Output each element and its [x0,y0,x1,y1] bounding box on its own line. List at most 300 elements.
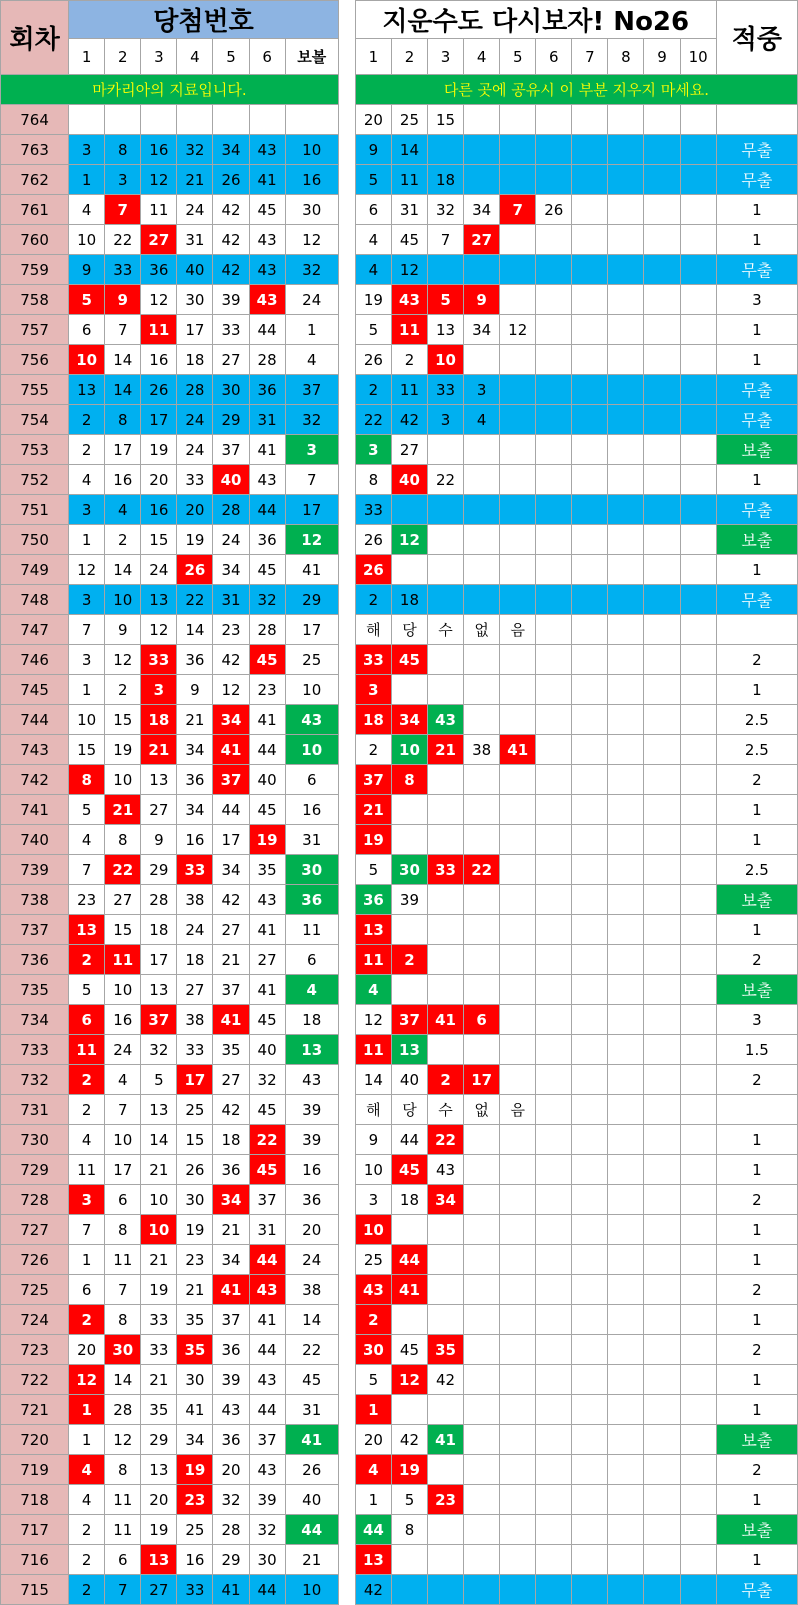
prediction-number [680,465,716,495]
prediction-number: 2 [355,585,391,615]
prediction-number: 음 [500,1095,536,1125]
table-row [1,1065,798,1095]
table-row [1,1095,798,1125]
winning-number: 5 [69,795,105,825]
prediction-number [608,735,644,765]
prediction-number [500,1005,536,1035]
prediction-number [572,825,608,855]
prediction-number [572,585,608,615]
bonus-number: 16 [285,795,338,825]
prediction-number: 43 [391,285,427,315]
winning-number: 36 [177,765,213,795]
winning-number: 27 [213,345,249,375]
round-header: 회차 [1,1,69,75]
winning-number: 39 [249,1485,285,1515]
prediction-number [536,1245,572,1275]
prediction-number [572,1545,608,1575]
prediction-number [536,675,572,705]
prediction-number [680,1575,716,1605]
round-number: 747 [1,615,69,645]
winning-number: 36 [213,1425,249,1455]
round-number: 758 [1,285,69,315]
winning-number: 26 [141,375,177,405]
bonus-number: 17 [285,615,338,645]
round-number: 745 [1,675,69,705]
prediction-number: 수 [428,615,464,645]
prediction-number: 34 [464,195,500,225]
prediction-number [536,1305,572,1335]
left-note: 마카리아의 지료입니다. [1,75,339,105]
prediction-number [608,105,644,135]
hit-count: 2 [716,765,797,795]
prediction-number [572,1155,608,1185]
winning-number: 19 [249,825,285,855]
prediction-number [680,1395,716,1425]
prediction-number [500,1455,536,1485]
prediction-number [608,675,644,705]
column-gap [338,1455,355,1485]
column-gap [338,735,355,765]
prediction-number [500,585,536,615]
prediction-number: 40 [391,465,427,495]
column-gap [338,795,355,825]
prediction-number: 20 [355,1425,391,1455]
winning-number: 23 [213,615,249,645]
prediction-number [500,1035,536,1065]
prediction-number [464,645,500,675]
prediction-number [608,945,644,975]
prediction-number [680,615,716,645]
prediction-number [608,225,644,255]
column-gap [338,1305,355,1335]
right-col-header: 1 [355,39,391,75]
prediction-number [572,1575,608,1605]
bonus-number: 24 [285,285,338,315]
table-row [1,1185,798,1215]
winning-number [213,105,249,135]
prediction-number [608,1065,644,1095]
winning-number: 25 [177,1515,213,1545]
prediction-number [536,1005,572,1035]
prediction-number: 25 [355,1245,391,1275]
prediction-number [464,135,500,165]
column-gap [338,885,355,915]
winning-number: 43 [249,135,285,165]
winning-number: 31 [249,1215,285,1245]
prediction-number [644,165,680,195]
prediction-number [500,1275,536,1305]
column-gap [338,1335,355,1365]
winning-number: 38 [177,885,213,915]
winning-number: 10 [141,1215,177,1245]
table-row [1,1035,798,1065]
prediction-number [572,795,608,825]
prediction-number: 23 [428,1485,464,1515]
round-number: 724 [1,1305,69,1335]
prediction-number: 22 [464,855,500,885]
winning-number: 39 [213,1365,249,1395]
winning-number: 18 [177,945,213,975]
prediction-number [500,1215,536,1245]
table-row [1,705,798,735]
prediction-number [464,825,500,855]
bonus-number: 36 [285,885,338,915]
winning-number: 8 [105,1455,141,1485]
winning-number: 35 [141,1395,177,1425]
winning-number: 6 [69,1005,105,1035]
winning-number: 4 [69,825,105,855]
prediction-number [536,1095,572,1125]
prediction-number [644,405,680,435]
winning-number: 34 [213,555,249,585]
hit-count: 보출 [716,1515,797,1545]
winning-number: 24 [177,405,213,435]
winning-number: 37 [213,765,249,795]
prediction-number: 3 [355,675,391,705]
prediction-number [500,855,536,885]
winning-number: 4 [69,1485,105,1515]
prediction-number: 5 [391,1485,427,1515]
bonus-number: 10 [285,1575,338,1605]
winning-number: 34 [177,1425,213,1455]
round-number: 738 [1,885,69,915]
prediction-number [572,1335,608,1365]
prediction-number: 없 [464,615,500,645]
prediction-number [572,1035,608,1065]
winning-number: 3 [69,1185,105,1215]
hit-count: 1 [716,1305,797,1335]
right-col-header: 7 [572,39,608,75]
winning-number: 32 [249,585,285,615]
winning-number: 4 [69,195,105,225]
winning-number: 13 [141,1095,177,1125]
prediction-number [464,915,500,945]
prediction-number [464,1305,500,1335]
winning-number: 41 [249,705,285,735]
winning-number: 45 [249,555,285,585]
prediction-number [680,675,716,705]
round-number: 729 [1,1155,69,1185]
winning-number: 24 [177,435,213,465]
hit-count: 2 [716,1275,797,1305]
prediction-number [391,1305,427,1335]
prediction-number [608,1215,644,1245]
hit-count: 1 [716,825,797,855]
winning-number: 11 [141,195,177,225]
hit-count: 보출 [716,435,797,465]
prediction-number: 27 [391,435,427,465]
column-gap [338,225,355,255]
winning-number: 15 [105,705,141,735]
round-number: 755 [1,375,69,405]
prediction-number [536,285,572,315]
winning-number: 43 [249,885,285,915]
hit-count: 무출 [716,585,797,615]
column-gap [338,1035,355,1065]
winning-numbers-header: 당첨번호 [69,1,339,39]
column-gap [338,855,355,885]
winning-number: 11 [105,1485,141,1515]
winning-number: 16 [177,825,213,855]
winning-number: 44 [249,1245,285,1275]
prediction-number [680,435,716,465]
prediction-number [680,585,716,615]
table-row [1,105,798,135]
prediction-number: 13 [355,1545,391,1575]
winning-number: 29 [141,1425,177,1455]
winning-number: 12 [69,1365,105,1395]
prediction-number [644,1545,680,1575]
hit-count: 3 [716,285,797,315]
winning-number: 33 [141,1335,177,1365]
winning-number: 14 [141,1125,177,1155]
prediction-number [428,795,464,825]
prediction-number [536,1065,572,1095]
winning-number: 15 [177,1125,213,1155]
table-row [1,735,798,765]
prediction-number: 8 [355,465,391,495]
winning-number: 16 [105,465,141,495]
prediction-number [536,645,572,675]
prediction-number: 20 [355,105,391,135]
winning-number: 29 [213,405,249,435]
round-number: 742 [1,765,69,795]
column-gap [338,1,355,105]
winning-number: 22 [249,1125,285,1155]
right-col-header: 8 [608,39,644,75]
round-number: 741 [1,795,69,825]
winning-number: 45 [249,1005,285,1035]
bonus-number: 39 [285,1125,338,1155]
table-row [1,1485,798,1515]
winning-number: 18 [141,915,177,945]
winning-number: 7 [69,1215,105,1245]
table-row [1,375,798,405]
winning-number: 18 [213,1125,249,1155]
hit-count: 2.5 [716,735,797,765]
prediction-number [500,1335,536,1365]
table-row [1,795,798,825]
winning-number: 33 [177,465,213,495]
prediction-number [536,885,572,915]
prediction-number: 42 [391,1425,427,1455]
hit-count: 보출 [716,885,797,915]
winning-number: 19 [105,735,141,765]
winning-number: 1 [69,1425,105,1455]
prediction-number [608,375,644,405]
prediction-number: 41 [391,1275,427,1305]
winning-number: 44 [249,1335,285,1365]
round-number: 764 [1,105,69,135]
prediction-number [428,555,464,585]
prediction-number: 10 [428,345,464,375]
prediction-number [572,645,608,675]
winning-number: 35 [177,1335,213,1365]
winning-number: 2 [69,1095,105,1125]
column-gap [338,165,355,195]
winning-number: 9 [105,285,141,315]
winning-number: 21 [141,1245,177,1275]
prediction-number: 26 [355,525,391,555]
prediction-number [608,1125,644,1155]
column-gap [338,1275,355,1305]
bonus-number: 38 [285,1275,338,1305]
winning-number: 43 [249,1455,285,1485]
prediction-number [608,195,644,225]
table-row [1,765,798,795]
winning-number: 5 [69,975,105,1005]
winning-number: 39 [213,285,249,315]
prediction-number [644,1485,680,1515]
prediction-number: 22 [428,1125,464,1155]
winning-number: 43 [249,1365,285,1395]
winning-number: 23 [249,675,285,705]
bonus-number: 29 [285,585,338,615]
winning-number: 14 [105,555,141,585]
winning-number: 19 [141,435,177,465]
prediction-number [464,795,500,825]
winning-number: 28 [213,1515,249,1545]
prediction-number: 9 [464,285,500,315]
prediction-number [572,1305,608,1335]
prediction-number: 30 [391,855,427,885]
table-row [1,1365,798,1395]
table-row [1,1245,798,1275]
winning-number: 10 [105,765,141,795]
prediction-number: 44 [391,1125,427,1155]
prediction-number [608,645,644,675]
prediction-number [572,1365,608,1395]
winning-number: 13 [141,1545,177,1575]
round-number: 760 [1,225,69,255]
prediction-number [536,1125,572,1155]
prediction-number [464,885,500,915]
hit-count: 2 [716,1335,797,1365]
prediction-number [536,765,572,795]
prediction-number [391,795,427,825]
prediction-number [644,735,680,765]
prediction-number: 4 [355,225,391,255]
prediction-number [680,285,716,315]
prediction-number [644,1035,680,1065]
prediction-number: 18 [428,165,464,195]
prediction-number [680,255,716,285]
right-note: 다른 곳에 공유시 이 부분 지우지 마세요. [355,75,797,105]
prediction-number [680,345,716,375]
prediction-number: 7 [428,225,464,255]
winning-number: 5 [141,1065,177,1095]
prediction-number [536,1185,572,1215]
prediction-number: 12 [391,1365,427,1395]
hit-count: 1.5 [716,1035,797,1065]
prediction-number: 45 [391,645,427,675]
column-gap [338,495,355,525]
prediction-number: 12 [500,315,536,345]
column-gap [338,1185,355,1215]
prediction-number [428,915,464,945]
prediction-number [644,135,680,165]
prediction-number: 37 [355,765,391,795]
bonus-number: 40 [285,1485,338,1515]
bonus-number: 12 [285,225,338,255]
winning-number: 33 [177,1575,213,1605]
winning-number: 2 [105,675,141,705]
prediction-number [500,555,536,585]
prediction-number [644,225,680,255]
winning-number: 21 [213,1215,249,1245]
prediction-number: 36 [355,885,391,915]
prediction-number [608,555,644,585]
winning-number: 41 [249,165,285,195]
prediction-number [391,1215,427,1245]
winning-number: 9 [141,825,177,855]
winning-number: 21 [141,1365,177,1395]
bonus-number: 7 [285,465,338,495]
right-col-header: 10 [680,39,716,75]
prediction-number: 30 [355,1335,391,1365]
prediction-number [644,1335,680,1365]
bonus-number: 4 [285,975,338,1005]
prediction-number [500,285,536,315]
prediction-number [500,405,536,435]
hit-count: 1 [716,345,797,375]
winning-number: 44 [213,795,249,825]
prediction-number [572,195,608,225]
table-row [1,675,798,705]
winning-number: 36 [177,645,213,675]
prediction-number [428,1515,464,1545]
prediction-number: 41 [500,735,536,765]
winning-number: 41 [249,435,285,465]
prediction-number: 26 [355,345,391,375]
winning-number: 30 [177,1185,213,1215]
prediction-number: 4 [355,1455,391,1485]
bonus-number: 26 [285,1455,338,1485]
winning-number: 41 [213,1575,249,1605]
prediction-number [464,1545,500,1575]
prediction-number [391,675,427,705]
column-gap [338,705,355,735]
prediction-number [572,1395,608,1425]
winning-number: 8 [105,1305,141,1335]
bonus-col-header: 보볼 [285,39,338,75]
round-number: 728 [1,1185,69,1215]
prediction-number [536,1575,572,1605]
hit-count: 1 [716,1245,797,1275]
prediction-number [536,315,572,345]
bonus-number: 14 [285,1305,338,1335]
prediction-number: 11 [355,945,391,975]
prediction-number [572,375,608,405]
prediction-number: 9 [355,1125,391,1155]
hit-count: 2 [716,645,797,675]
winning-number: 36 [249,375,285,405]
winning-number: 37 [213,1305,249,1335]
winning-number: 36 [213,1335,249,1365]
bonus-number: 13 [285,1035,338,1065]
prediction-number: 15 [428,105,464,135]
bonus-number: 24 [285,1245,338,1275]
winning-number: 42 [213,225,249,255]
winning-number: 10 [69,225,105,255]
prediction-number: 8 [391,1515,427,1545]
prediction-number [608,255,644,285]
prediction-number: 33 [355,645,391,675]
prediction-number [464,705,500,735]
prediction-number [680,855,716,885]
hit-count: 1 [716,915,797,945]
prediction-number [608,1275,644,1305]
